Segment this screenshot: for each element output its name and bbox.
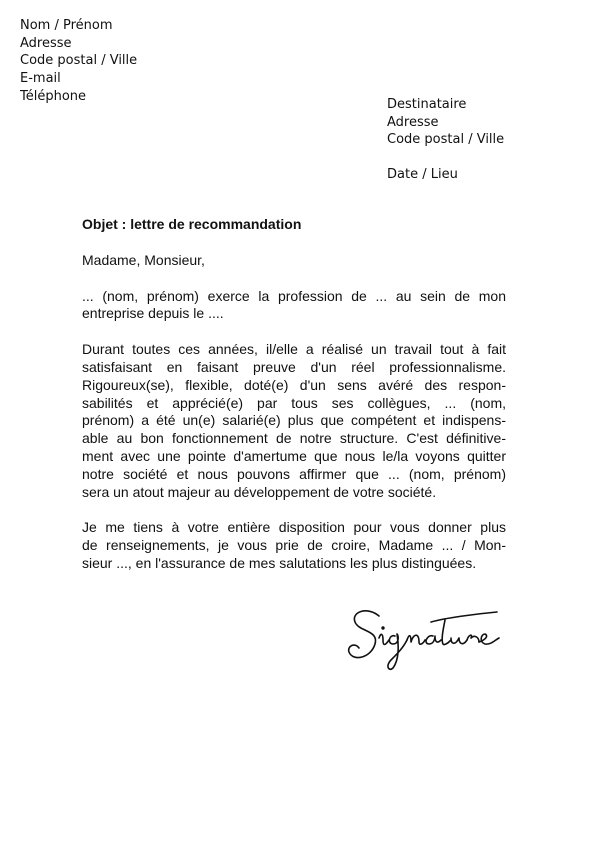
paragraph-line: entreprise depuis le .... [82, 305, 224, 322]
recipient-block [387, 96, 504, 149]
paragraph-line: Durant toutes ces années, il/elle a réalisé un travail tout à fait [82, 341, 506, 358]
letter-salutation: Madame, Monsieur, [82, 251, 205, 268]
letter-subject: Objet : lettre de recommandation [82, 216, 302, 232]
paragraph-line: de renseignements, je vous prie de croire, Madame ... / Mon- [82, 537, 506, 554]
sender-postal-city: Code postal / Ville [20, 53, 138, 69]
paragraph-line: notre société et nous pouvons affirmer que ... (nom, prénom) [82, 465, 506, 482]
sender-phone: Téléphone [20, 88, 87, 104]
paragraph-line: sabilités et apprécié(e) par tous ses collègues, ... (nom, [82, 394, 506, 411]
paragraph-line: able au bon fonctionnement de notre structure. C'est définitive- [82, 430, 506, 447]
sender-email: E-mail [20, 71, 61, 87]
sender-address: Adresse [20, 35, 72, 51]
paragraph-line: Je me tiens à votre entière disposition pour vous donner plus [82, 519, 506, 536]
letter-body [82, 216, 506, 591]
sender-block [20, 17, 137, 106]
paragraph-line: sieur ..., en l'assurance de mes salutations les plus distinguées. [82, 554, 477, 571]
paragraph-praise [82, 341, 506, 501]
date-place: Date / Lieu [387, 167, 458, 182]
paragraph-line: Rigoureux(se), flexible, doté(e) d'un sens avéré des respon- [82, 376, 506, 393]
paragraph-intro [82, 288, 506, 324]
paragraph-line: ... (nom, prénom) exerce la profession de ... au sein de mon [82, 287, 506, 304]
recipient-name: Destinataire [387, 97, 467, 112]
paragraph-line: satisfaisant en faisant preuve d'un réel professionnalisme. [82, 358, 506, 375]
recipient-address: Adresse [387, 114, 439, 130]
sender-name: Nom / Prénom [20, 18, 113, 33]
paragraph-closing [82, 519, 506, 572]
paragraph-line: prénom) a été un(e) salarié(e) plus que compétent et indispens- [82, 412, 506, 429]
handwritten-signature [345, 598, 505, 678]
paragraph-line: ment avec une pointe d'amertume que nous le/la voyons quitter [82, 447, 506, 464]
recipient-postal-city: Code postal / Ville [387, 132, 505, 148]
paragraph-line: sera un atout majeur au développement de votre société. [82, 483, 437, 500]
